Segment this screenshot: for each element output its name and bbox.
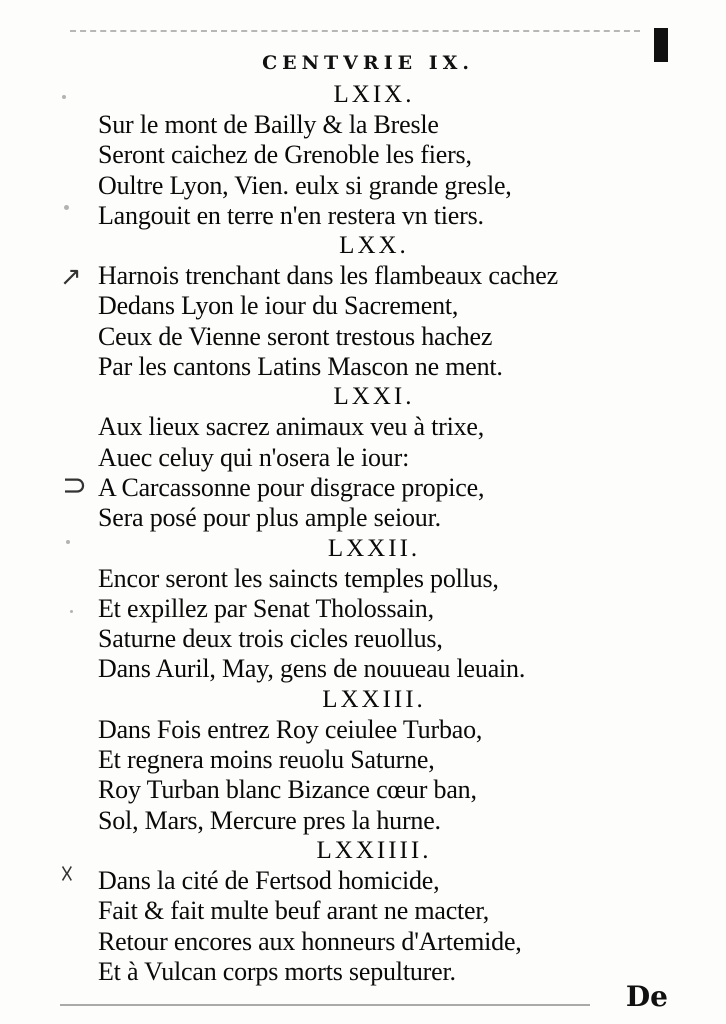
verse-line: Roy Turban blanc Bizance cœur ban, — [98, 775, 477, 805]
catchword: De — [625, 980, 668, 1013]
verse-line: Oultre Lyon, Vien. eulx si grande gresle, — [98, 170, 512, 200]
quatrain-column — [0, 80, 726, 987]
verse-line: Seront caichez de Grenoble les fiers, — [98, 140, 472, 170]
quatrain-number: LXXIII. — [322, 685, 426, 713]
verse-line: Encor seront les saincts temples pollus, — [98, 563, 499, 593]
verse-line: Sera posé pour plus ample seiour. — [98, 503, 441, 533]
scan-speck — [66, 540, 70, 544]
verse-line: Sur le mont de Bailly & la Bresle — [98, 110, 439, 139]
bottom-rule — [60, 1004, 590, 1006]
verse-line: Dans Auril, May, gens de nouueau leuain. — [98, 654, 526, 684]
quatrain-number: LXIX. — [333, 81, 415, 108]
verse-line: Langouit en terre n'en restera vn tiers. — [98, 200, 484, 230]
verse-line: Retour encores aux honneurs d'Artemide, — [98, 926, 522, 956]
verse-line: Ceux de Vienne seront trestous hachez — [98, 321, 493, 351]
scan-speck — [70, 610, 73, 613]
verse-line: Saturne deux trois cicles reuollus, — [98, 624, 443, 654]
scan-speck — [64, 205, 69, 210]
quatrain-number: LXX. — [339, 232, 409, 260]
verse-line: Dans la cité de Fertsod homicide, — [98, 865, 440, 895]
quatrain-number: LXXI. — [333, 383, 415, 411]
margin-bracket-icon: ⊃ — [62, 468, 88, 503]
verse-line: Dedans Lyon le iour du Sacrement, — [98, 291, 459, 321]
quatrain-number: LXXII. — [327, 534, 421, 562]
verse-line: A Carcassonne pour disgrace propice, — [98, 472, 485, 502]
verse-line: Et expillez par Senat Tholossain, — [98, 593, 434, 623]
verse-line: Dans Fois entrez Roy ceiulee Turbao, — [98, 714, 483, 744]
top-rule — [70, 30, 640, 32]
verse-line: Et à Vulcan corps morts sepulturer. — [98, 956, 456, 986]
verse-line: Fait & fait multe beuf arant ne macter, — [98, 896, 490, 926]
running-head: CENTVRIE IX. — [262, 52, 474, 74]
verse-line: Et regnera moins reuolu Saturne, — [98, 745, 435, 775]
verse-line: Auec celuy qui n'osera le iour: — [98, 442, 410, 472]
verse-line: Sol, Mars, Mercure pres la hurne. — [98, 805, 441, 835]
verse-line: Harnois trenchant dans les flambeaux cachez — [98, 261, 558, 291]
scan-speck — [62, 95, 66, 99]
verse-line: Aux lieux sacrez animaux veu à trixe, — [98, 412, 485, 442]
verse-line: Par les cantons Latins Mascon ne ment. — [98, 352, 503, 382]
margin-mark-icon: ☓ — [60, 860, 74, 890]
quatrain-number: LXXIIII. — [316, 836, 432, 864]
margin-mark-icon: ↗ — [60, 262, 82, 292]
